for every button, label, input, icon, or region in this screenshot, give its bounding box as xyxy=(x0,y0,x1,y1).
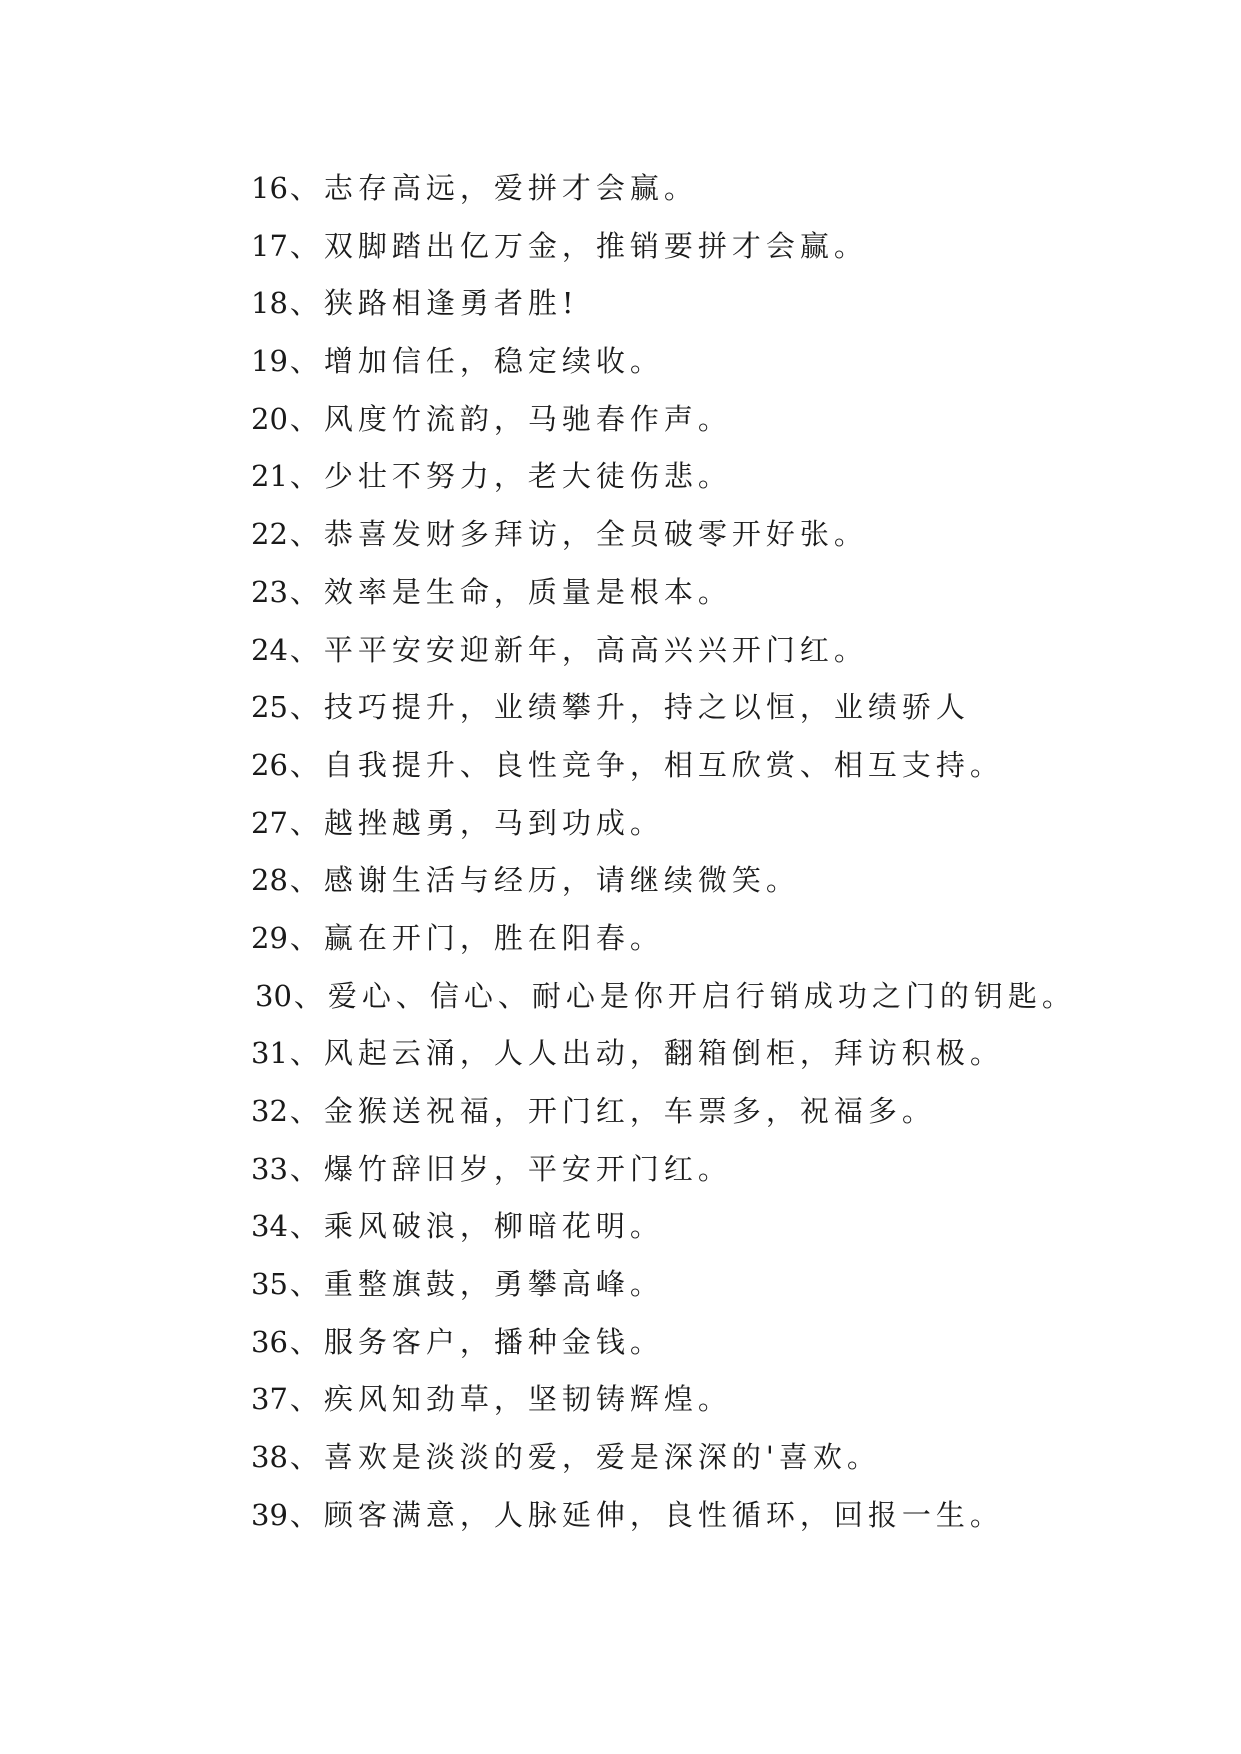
item-number: 35 xyxy=(251,1267,288,1302)
item-separator: 、 xyxy=(289,1267,324,1302)
item-text: 乘风破浪，柳暗花明。 xyxy=(323,1209,664,1244)
item-number: 16 xyxy=(251,171,288,205)
item-number: 36 xyxy=(251,1324,288,1359)
item-separator: 、 xyxy=(289,1209,324,1244)
item-separator: 、 xyxy=(289,574,324,609)
item-separator: 、 xyxy=(289,1151,324,1186)
item-text: 疾风知劲草，坚韧铸辉煌。 xyxy=(323,1382,732,1417)
list-item xyxy=(251,391,1076,449)
item-separator: 、 xyxy=(289,1382,324,1417)
list-item xyxy=(251,679,1076,737)
item-number: 39 xyxy=(251,1497,288,1532)
item-number: 34 xyxy=(251,1209,288,1244)
item-separator: 、 xyxy=(289,1440,324,1475)
item-number: 19 xyxy=(251,344,288,379)
item-separator: 、 xyxy=(289,344,324,379)
item-number: 23 xyxy=(251,574,288,609)
item-separator: 、 xyxy=(289,171,324,205)
item-text: 少壮不努力，老大徒伤悲。 xyxy=(323,459,732,494)
list-item xyxy=(251,968,1076,1026)
list-item xyxy=(251,910,1076,968)
item-number: 29 xyxy=(251,920,288,955)
item-separator: 、 xyxy=(289,1036,324,1071)
list-item xyxy=(251,1314,1076,1372)
list-item xyxy=(251,1083,1076,1141)
item-number: 30 xyxy=(255,978,292,1013)
item-text: 金猴送祝福，开门红，车票多，祝福多。 xyxy=(323,1094,936,1128)
item-separator: 、 xyxy=(289,690,324,725)
slogan-list xyxy=(251,160,1076,1545)
item-number: 24 xyxy=(251,632,288,667)
item-separator: 、 xyxy=(289,286,324,321)
item-text: 效率是生命，质量是根本。 xyxy=(323,574,732,609)
item-separator: 、 xyxy=(289,401,324,436)
item-text: 顾客满意，人脉延伸，良性循环，回报一生。 xyxy=(323,1497,1004,1532)
item-number: 20 xyxy=(251,401,288,436)
list-item xyxy=(251,160,1076,218)
list-item xyxy=(251,1487,1076,1545)
item-text: 技巧提升，业绩攀升，持之以恒，业绩骄人 xyxy=(323,690,970,725)
item-separator: 、 xyxy=(289,1497,324,1532)
item-text: 双脚踏出亿万金，推销要拼才会赢。 xyxy=(323,228,868,263)
item-number: 37 xyxy=(251,1382,288,1417)
item-separator: 、 xyxy=(289,1094,324,1128)
list-item xyxy=(251,333,1076,391)
list-item xyxy=(251,564,1076,622)
item-separator: 、 xyxy=(289,517,324,552)
list-item xyxy=(251,852,1076,910)
item-separator: 、 xyxy=(289,632,324,667)
list-item xyxy=(251,1371,1076,1429)
item-number: 26 xyxy=(251,747,288,782)
list-item xyxy=(251,275,1076,333)
item-number: 25 xyxy=(251,690,288,725)
list-item xyxy=(251,218,1076,276)
item-number: 28 xyxy=(251,863,288,898)
item-text: 感谢生活与经历，请继续微笑。 xyxy=(323,863,800,898)
list-item xyxy=(251,506,1076,564)
list-item xyxy=(251,1025,1076,1083)
item-number: 22 xyxy=(251,517,288,552)
item-number: 32 xyxy=(251,1094,288,1128)
item-text: 志存高远，爱拼才会赢。 xyxy=(323,171,698,205)
item-number: 33 xyxy=(251,1151,288,1186)
item-number: 27 xyxy=(251,805,288,840)
item-number: 21 xyxy=(251,459,288,494)
item-separator: 、 xyxy=(289,228,324,263)
list-item xyxy=(251,1256,1076,1314)
list-item xyxy=(251,622,1076,680)
item-text: 重整旗鼓，勇攀高峰。 xyxy=(323,1267,664,1302)
list-item xyxy=(251,1429,1076,1487)
item-text: 平平安安迎新年，高高兴兴开门红。 xyxy=(323,632,868,667)
list-item xyxy=(251,1198,1076,1256)
list-item xyxy=(251,1141,1076,1199)
item-separator: 、 xyxy=(289,1324,324,1359)
item-separator: 、 xyxy=(289,920,324,955)
item-text: 自我提升、良性竞争，相互欣赏、相互支持。 xyxy=(323,747,1004,782)
item-separator: 、 xyxy=(289,747,324,782)
item-text: 风起云涌，人人出动，翻箱倒柜，拜访积极。 xyxy=(323,1036,1004,1071)
item-separator: 、 xyxy=(289,805,324,840)
list-item xyxy=(251,737,1076,795)
item-text: 喜欢是淡淡的爱，爱是深深的'喜欢。 xyxy=(323,1440,881,1475)
item-separator: 、 xyxy=(289,863,324,898)
item-separator: 、 xyxy=(293,978,328,1013)
item-number: 38 xyxy=(251,1440,288,1475)
list-item xyxy=(251,795,1076,853)
item-text: 爆竹辞旧岁，平安开门红。 xyxy=(323,1151,732,1186)
item-text: 增加信任，稳定续收。 xyxy=(323,344,664,379)
item-number: 18 xyxy=(251,286,288,321)
item-text: 赢在开门，胜在阳春。 xyxy=(323,920,664,955)
item-text: 风度竹流韵，马驰春作声。 xyxy=(323,401,732,436)
item-text: 恭喜发财多拜访，全员破零开好张。 xyxy=(323,517,868,552)
list-item xyxy=(251,448,1076,506)
item-number: 17 xyxy=(251,228,288,263)
item-text: 狭路相逢勇者胜! xyxy=(323,286,579,321)
item-text: 服务客户，播种金钱。 xyxy=(323,1324,664,1359)
item-number: 31 xyxy=(251,1036,288,1071)
item-text: 爱心、信心、耐心是你开启行销成功之门的钥匙。 xyxy=(327,978,1076,1013)
item-text: 越挫越勇，马到功成。 xyxy=(323,805,664,840)
item-separator: 、 xyxy=(289,459,324,494)
